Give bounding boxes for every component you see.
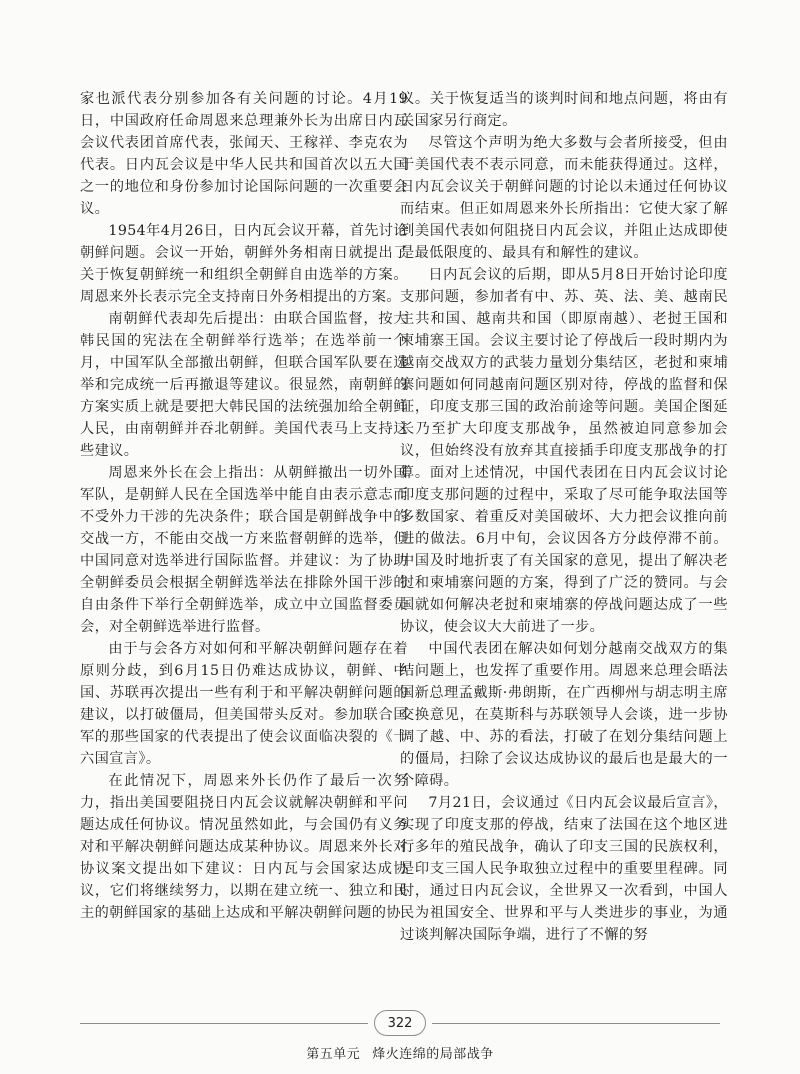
paragraph: 尽管这个声明为绝大多数与会者所接受，但由于美国代表不表示同意，而未能获得通过。这样，日内瓦会议关于朝鲜问题的讨论以未通过任何协议而结束。但正如周恩来外长所指出：它使大家了解到美国代表如何阻挠日内瓦会议，并阻止达成即使是最低限度的、最具有和解性的建议。 xyxy=(400,135,728,261)
paragraph: 在此情况下，周恩来外长仍作了最后一次努力，指出美国要阻挠日内瓦会议就解决朝鲜和平问题达成任何协议。情况虽然如此，与会国仍有义务对和平解决朝鲜问题达成某种协议。周恩来外长对协议案文提出如下建议：日内瓦与会国家达成协议，它们将继续努力，以期在建立统一、独立和民主的朝鲜国家的基础上达成和平解决朝鲜问题的协 xyxy=(80,773,408,921)
footer-rule-right xyxy=(432,1023,720,1024)
paragraph: 中国代表团在解决如何划分越南交战双方的集结问题上，也发挥了重要作用。周恩来总理会晤法国新总理孟戴斯·弗朗斯，在广西柳州与胡志明主席交换意见，在莫斯科与苏联领导人会谈，进一步协调了越、中、苏的看法，打破了在划分集结问题上的僵局，扫除了会议达成协议的最后也是最大的一个障碍。 xyxy=(400,641,728,789)
paragraph: 议。关于恢复适当的谈判时间和地点问题，将由有关国家另行商定。 xyxy=(400,91,728,129)
page-number: 322 xyxy=(374,1010,426,1036)
footer-rule-left xyxy=(80,1023,368,1024)
running-footer xyxy=(0,1043,800,1062)
paragraph: 日内瓦会议的后期，即从5月8日开始讨论印度支那问题，参加者有中、苏、英、法、美、越南民主共和国、越南共和国（即原南越）、老挝王国和柬埔寨王国。会议主要讨论了停战后一段时期内为越南交战双方的武装力量划分集结区，老挝和柬埔寨问题如何同越南问题区别对待，停战的监督和保证，印度支那三国的政治前途等问题。美国企图延长乃至扩大印度支那战争，虽然被迫同意参加会议，但始终没有放弃其直接插手印度支那战争的打算。面对上述情况，中国代表团在日内瓦会议讨论印度支那问题的过程中，采取了尽可能争取法国等多数国家、着重反对美国破坏、大力把会议推向前进的做法。6月中旬，会议因各方分歧停滞不前。中国及时地折衷了有关国家的意见，提出了解决老挝和柬埔寨问题的方案，得到了广泛的赞同。与会国就如何解决老挝和柬埔寨的停战问题达成了一些协议，使会议大大前进了一步。 xyxy=(400,267,728,635)
paragraph: 南朝鲜代表却先后提出：由联合国监督，按大韩民国的宪法在全朝鲜举行选举；在选举前一个月，中国军队全部撤出朝鲜，但联合国军队要在选举和完成统一后再撤退等建议。很显然，南朝鲜的方案实质上就是要把大韩民国的法统强加给全朝鲜人民，由南朝鲜并吞北朝鲜。美国代表马上支持这些建议。 xyxy=(80,311,408,459)
paragraph: 7月21日，会议通过《日内瓦会议最后宣言》，实现了印度支那的停战，结束了法国在这个地区进行多年的殖民战争，确认了印支三国的民族权利，是印支三国人民争取独立过程中的重要里程碑。同时，通过日内瓦会议，全世界又一次看到，中国人民为祖国安全、世界和平与人类进步的事业，为通过谈判解决国际争端，进行了不懈的努 xyxy=(400,795,728,943)
unit-label: 第五单元 xyxy=(306,1047,361,1062)
paragraph: 家也派代表分别参加各有关问题的讨论。4月19日，中国政府任命周恩来总理兼外长为出席日内瓦会议代表团首席代表，张闻天、王稼祥、李克农为代表。日内瓦会议是中华人民共和国首次以五大国之一的地位和身份参加讨论国际问题的一次重要会议。 xyxy=(80,91,408,217)
left-column xyxy=(80,88,408,924)
paragraph: 由于与会各方对如何和平解决朝鲜问题存在着原则分歧，到6月15日仍难达成协议，朝鲜、中国、苏联再次提出一些有利于和平解决朝鲜问题的建议，以打破僵局，但美国带头反对。参加联合国军的那些国家的代表提出了使会议面临决裂的《十六国宣言》。 xyxy=(80,641,408,767)
right-column xyxy=(400,88,728,946)
paragraph: 周恩来外长在会上指出：从朝鲜撤出一切外国军队，是朝鲜人民在全国选举中能自由表示意志而不受外力干涉的先决条件；联合国是朝鲜战争中的交战一方，不能由交战一方来监督朝鲜的选举，但中国同意对选举进行国际监督。并建议：为了协助全朝鲜委员会根据全朝鲜选举法在排除外国干涉的自由条件下举行全朝鲜选举，成立中立国监督委员会，对全朝鲜选举进行监督。 xyxy=(80,465,408,635)
paragraph: 1954年4月26日，日内瓦会议开幕，首先讨论朝鲜问题。会议一开始，朝鲜外务相南日就提出了关于恢复朝鲜统一和组织全朝鲜自由选举的方案。周恩来外长表示完全支持南日外务相提出的方案。 xyxy=(80,223,408,305)
chapter-title: 烽火连绵的局部战争 xyxy=(372,1047,494,1062)
